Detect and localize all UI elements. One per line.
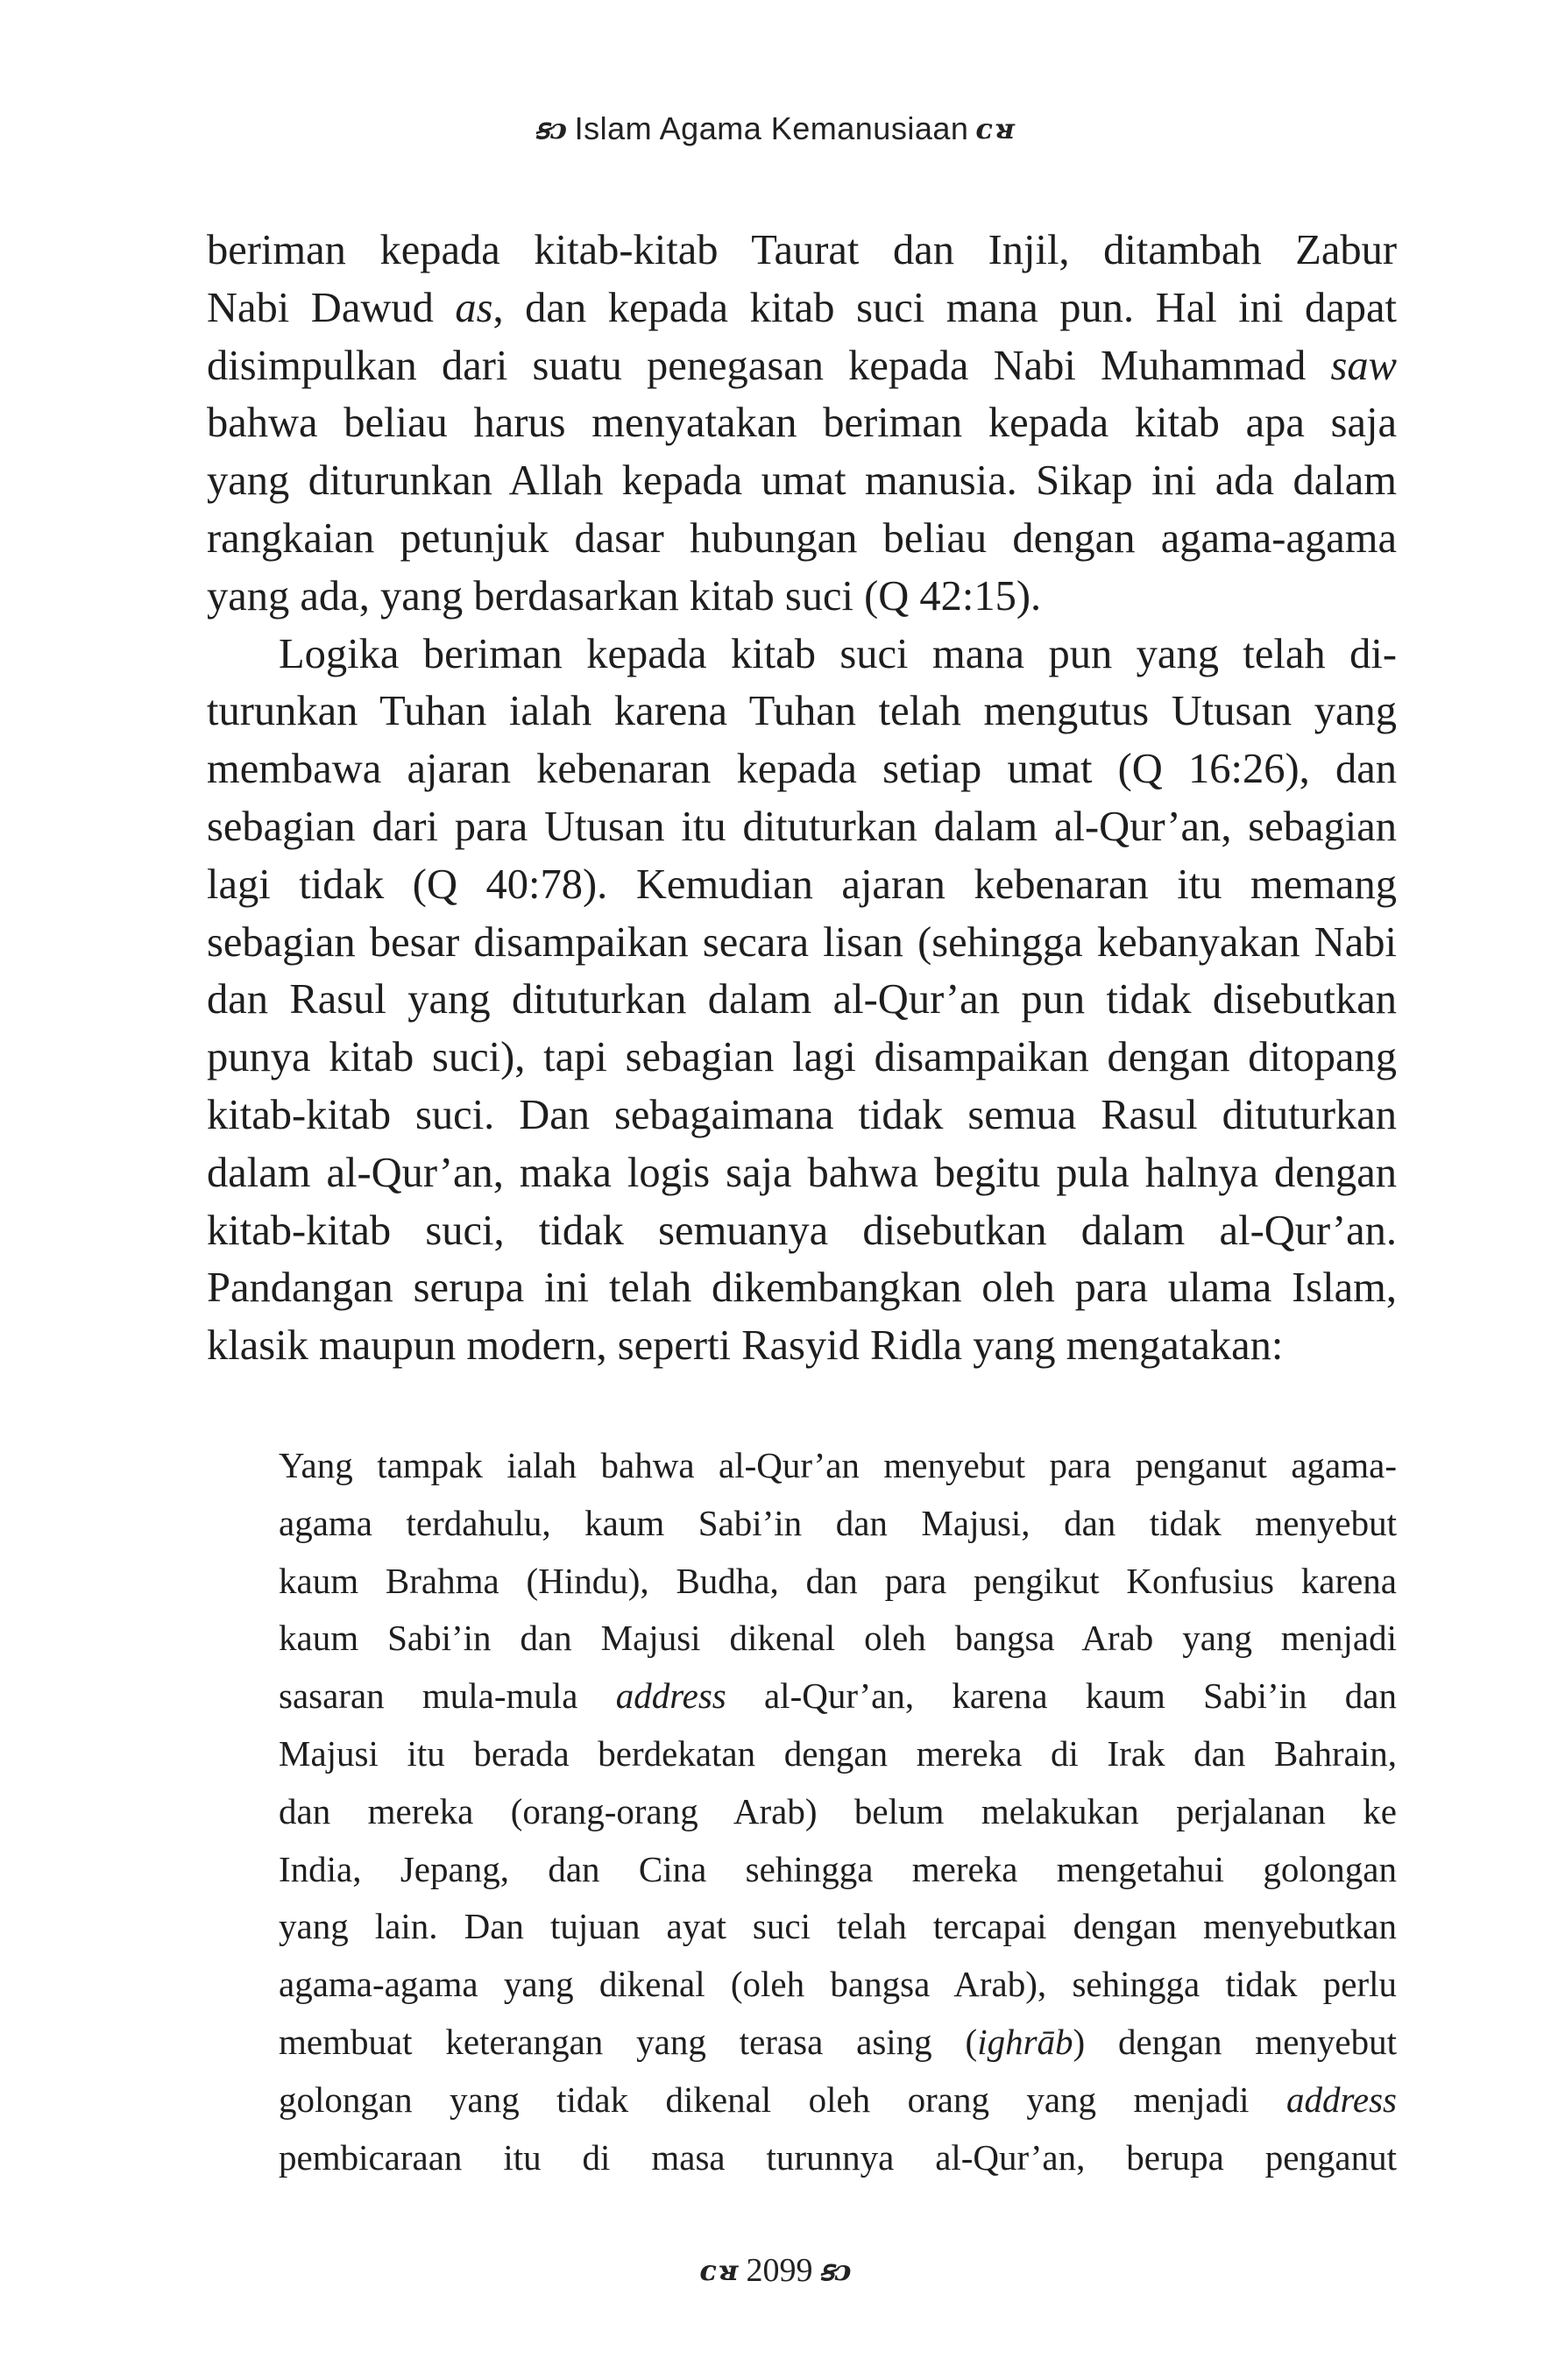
page-footer xyxy=(0,2251,1551,2290)
quote-line: dan mereka (orang-orang Arab) belum melakukan perjalanan ke xyxy=(279,1790,1397,1831)
quote-line: Majusi itu berada berdekatan dengan mereka di Irak dan Bahrain, xyxy=(279,1732,1397,1774)
page-number: 2099 xyxy=(746,2252,813,2289)
text-line: membawa ajaran kebenaran kepada setiap umat (Q 16:26), dan xyxy=(207,746,1397,793)
quote-line: kaum Brahma (Hindu), Budha, dan para pengikut Konfusius karena xyxy=(279,1560,1397,1601)
quote-line: Yang tampak ialah bahwa al-Qur’an menyebut para penganut agama- xyxy=(279,1445,1397,1485)
text-line: Nabi Dawud as, dan kepada kitab suci mana pun. Hal ini dapat xyxy=(207,284,1397,331)
text-line: dalam al-Qur’an, maka logis saja bahwa begitu pula halnya dengan xyxy=(207,1149,1397,1196)
ornament-right-icon: ᴄᴚ xyxy=(975,112,1016,145)
text-line: dan Rasul yang dituturkan dalam al-Qur’an pun tidak disebutkan xyxy=(207,976,1397,1024)
quote-line: yang lain. Dan tujuan ayat suci telah tercapai dengan menyebutkan xyxy=(279,1906,1397,1947)
quote-line: pembicaraan itu di masa turunnya al-Qur’an, berupa penganut xyxy=(279,2136,1397,2178)
text-line: sebagian besar disampaikan secara lisan (sehingga kebanyakan Nabi xyxy=(207,918,1397,966)
quote-line: sasaran mula-mula address al-Qur’an, karena kaum Sabi’in dan xyxy=(279,1675,1397,1717)
running-header xyxy=(0,110,1551,147)
text-line: Pandangan serupa ini telah dikembangkan oleh para ulama Islam, xyxy=(207,1264,1397,1312)
ornament-left-icon: ᴄᴚ xyxy=(699,2254,740,2287)
text-line: punya kitab suci), tapi sebagian lagi disampaikan dengan ditopang xyxy=(207,1034,1397,1081)
ornament-right-icon: ꞩɔ xyxy=(819,2254,852,2287)
text-line: klasik maupun modern, seperti Rasyid Ridla yang mengatakan: xyxy=(207,1322,1284,1370)
paragraph-2 xyxy=(207,626,1397,1375)
quote-line: agama terdahulu, kaum Sabi’in dan Majusi, dan tidak menyebut xyxy=(279,1502,1397,1543)
quote-line: membuat keterangan yang terasa asing (ighrāb) dengan menyebut xyxy=(279,2021,1397,2062)
paragraph-1 xyxy=(207,222,1397,626)
text-line: rangkaian petunjuk dasar hubungan beliau dengan agama-agama xyxy=(207,514,1397,562)
text-line: disimpulkan dari suatu penegasan kepada Nabi Muhammad saw xyxy=(207,342,1397,389)
quote-line: India, Jepang, dan Cina sehingga mereka mengetahui golongan xyxy=(279,1848,1397,1889)
ornament-left-icon: ꞩɔ xyxy=(535,112,568,145)
text-line: yang ada, yang berdasarkan kitab suci (Q 42:15). xyxy=(207,572,1042,620)
text-line: lagi tidak (Q 40:78). Kemudian ajaran kebenaran itu memang xyxy=(207,861,1397,908)
book-title: Islam Agama Kemanusiaan xyxy=(574,110,969,146)
block-quote xyxy=(279,1437,1397,2186)
text-line: beriman kepada kitab-kitab Taurat dan Injil, ditambah Zabur xyxy=(207,227,1397,273)
text-line: sebagian dari para Utusan itu dituturkan dalam al-Qur’an, sebagian xyxy=(207,803,1397,850)
main-text xyxy=(207,222,1397,1375)
text-line: kitab-kitab suci, tidak semuanya disebutkan dalam al-Qur’an. xyxy=(207,1207,1397,1254)
text-line: turunkan Tuhan ialah karena Tuhan telah mengutus Utusan yang xyxy=(207,688,1397,735)
text-line: yang diturunkan Allah kepada umat manusia. Sikap ini ada dalam xyxy=(207,457,1397,505)
quote-line: kaum Sabi’in dan Majusi dikenal oleh bangsa Arab yang menjadi xyxy=(279,1618,1397,1659)
quote-line: golongan yang tidak dikenal oleh orang yang menjadi address xyxy=(279,2079,1397,2120)
text-line: bahwa beliau harus menyatakan beriman kepada kitab apa saja xyxy=(207,400,1397,447)
quote-line: agama-agama yang dikenal (oleh bangsa Arab), sehingga tidak perlu xyxy=(279,1964,1397,2005)
text-line: Logika beriman kepada kitab suci mana pun yang telah di- xyxy=(279,630,1397,677)
text-line: kitab-kitab suci. Dan sebagaimana tidak semua Rasul dituturkan xyxy=(207,1091,1397,1138)
